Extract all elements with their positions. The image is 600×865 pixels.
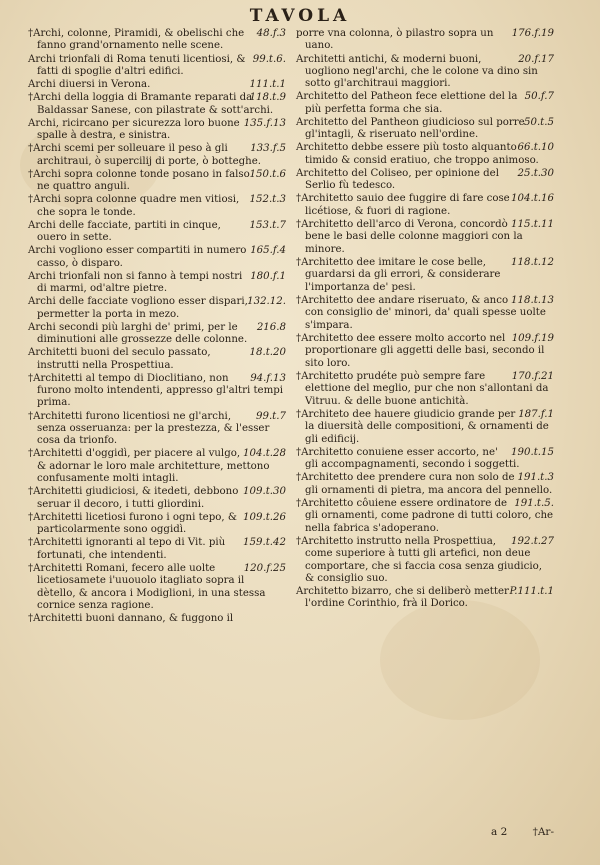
page-reference: 20.f.17 [518,53,554,65]
page-reference: 153.t.7 [249,219,286,231]
index-entry [296,536,554,586]
entry-text: †Archi della loggia di Bramante reparati da Baldassar Sanese, con pilastrate & sott'archi. [28,92,274,116]
entry-text: Archi secondi più larghi de' primi, per le diminutioni alle grossezze delle colonne. [28,321,248,345]
page-reference: 132.12. [247,296,286,308]
entry-text: †Architetto prudéte può sempre fare elettione del meglio, pur che non s'allontani da Vitruu. & delle buone antichità. [296,370,549,407]
entry-text: †Architetto dee essere molto accorto nel proportionare gli aggetti delle basi, secondo il sito loro. [296,332,545,369]
page-reference: 191.t.5. [514,497,554,509]
page-reference: 118.t.12 [511,256,554,268]
entry-text: †Architetti Romani, fecero alle uolte licetiosamete i'uuouolo itagliato sopra il dètello, & ancora i Modiglioni, in una stessa cornice senza ragione. [28,562,266,612]
entry-text: Archi vogliono esser compartiti in numero casso, ò disparo. [28,245,247,269]
index-entry [296,28,554,53]
entry-text: †Architetti furono licentiosi ne gl'archi, senza osseruanza: per la prestezza, & l'esser cosa da trionfo. [28,410,270,447]
page-reference: 118.t.9 [249,92,286,104]
page-reference: 176.f.19 [511,28,554,39]
paper-stain [380,600,540,720]
page-reference: 133.f.5 [250,143,286,155]
entry-text: Architetto del Patheon fece elettione del la più perfetta forma che sia. [296,91,518,115]
entry-text: porre vna colonna, ò pilastro sopra un uano. [296,28,494,52]
index-entry [28,28,286,53]
page-reference: 190.t.15 [511,446,554,458]
page-reference: 25.t.30 [517,167,554,179]
index-entry [28,322,286,347]
page-reference: 18.t.20 [249,347,286,359]
page-reference: 99.t.6. [252,53,286,65]
index-entry [28,79,286,91]
index-entry [28,486,286,511]
page-reference: 48.f.3 [256,28,286,39]
entry-text: †Archi sopra colonne quadre men vitiosi, che sopra le tonde. [28,194,240,218]
index-entry [296,586,554,611]
page-reference: 159.t.42 [243,537,286,549]
entry-text: †Architetti giudiciosi, & itedeti, debbono seruar il decoro, i tutti gliordini. [28,486,239,510]
entry-text: †Architetti ignoranti al tepo di Vit. più fortunati, che intendenti. [28,537,226,561]
entry-text: †Architeto dee hauere giudicio grande per la diuersità delle compositioni, & ornamenti de gli edificij. [296,408,549,445]
entry-text: †Architetti licetiosi furono i ogni tepo, & particolarmente sono oggidì. [28,511,237,536]
page-reference: 50.f.7 [524,91,554,103]
page-reference: 192.t.27 [511,535,554,547]
page-reference: 94.f.13 [250,372,286,384]
entry-text: Archi, ricircano per sicurezza loro buone spalle à destra, e sinistra. [28,117,240,141]
index-entry [296,142,554,167]
page-reference: 109.t.30 [243,486,286,498]
entry-text: Architetto del Coliseo, per opinione del Serlio fù tedesco. [296,167,499,192]
entry-text: Architetto debbe essere più tosto alquanto timido & consid eratiuo, che troppo animoso. [296,142,539,166]
index-entry [296,371,554,408]
signature-mark: a 2 [490,826,508,838]
index-entry [296,91,554,116]
entry-text: Architetto del Pantheon giudicioso sul porre gl'intagli, & riseruato nell'ordine. [296,116,525,141]
index-entry [28,296,286,321]
entry-text: †Archi scemi per solleuare il peso à gli architraui, ò supercilij di porte, ò botteghe. [28,143,261,167]
entry-text: †Architetto dee prendere cura non solo de gli ornamenti di pietra, ma ancora del pennello. [296,472,553,496]
page-reference: 165.f.4 [250,245,286,257]
page-reference: 150.t.6 [249,168,286,180]
index-entry [28,373,286,410]
page-reference: 111.t.1 [249,79,286,90]
page-title: TAVOLA [249,6,351,26]
index-entry [28,347,286,372]
entry-text: Archi delle facciate, partiti in cinque, ouero in sette. [28,219,221,243]
index-entry [28,54,286,79]
page-reference: 109.t.26 [243,511,286,523]
page-reference: 104.t.16 [511,193,554,205]
index-entry [296,54,554,91]
entry-text: †Architetto dee andare riseruato, & anco con consiglio de' minori, da' quali spesse uolte s'impara. [296,294,546,331]
page-reference: 152.t.3 [249,194,286,206]
index-entry [296,498,554,535]
index-entry [28,169,286,194]
entry-text: †Archi, colonne, Piramidi, & obelischi che fanno grand'ornamento nelle scene. [28,28,245,52]
entry-text: †Architetto conuiene esser accorto, ne' gli accompagnamenti, secondo i soggetti. [296,446,520,471]
page-reference: 180.f.1 [250,270,286,282]
page-reference: P.111.t.1 [509,586,554,598]
index-entry [28,118,286,143]
page-reference: 187.f.1 [518,408,554,420]
index-entry [28,271,286,296]
page-reference: 99.t.7 [255,410,286,422]
index-entry [28,537,286,562]
page-footer [296,826,554,838]
page-reference: 118.t.13 [511,294,554,306]
index-entry [296,193,554,218]
page-reference: 50.t.5 [523,116,554,128]
entry-text: †Architetti al tempo di Dioclitiano, non furono molto intendenti, appresso gl'altri tempi prima. [28,372,284,409]
index-entry [28,92,286,117]
index-entry [296,257,554,294]
page-reference: 104.t.28 [243,448,286,460]
index-entry [296,472,554,497]
index-entry [296,168,554,193]
index-entry [296,333,554,370]
index-entry [296,447,554,472]
index-entry [28,220,286,245]
page-reference: 170.f.21 [511,370,554,382]
index-entry [28,448,286,485]
index-entry [28,613,286,625]
entry-text: Archi diuersi in Verona. [28,79,151,90]
entry-text: †Architetto dell'arco di Verona, concordò bene le basi delle colonne maggiori con la minore. [296,218,523,255]
page-reference: 115.t.11 [511,218,554,230]
entry-text: †Architetti d'oggidì, per piacere al vulgo, & adornar le loro male architetture, mettono confusamente molti intagli. [28,448,270,485]
page-reference: 66.t.10 [517,142,554,154]
entry-text: †Archi sopra colonne tonde posano in falso ne quattro anguli. [28,168,250,192]
index-entry [28,143,286,168]
entry-text: Archi trionfali di Roma tenuti licentiosi, & fatti di spoglie d'altri edifici. [28,53,246,77]
index-entry [296,117,554,142]
index-entry [296,219,554,256]
entry-text: †Architetto sauio dee fuggire di fare cose licétiose, & fuori di ragione. [296,193,510,217]
entry-text: †Architetti buoni dannano, & fuggono il [28,613,234,625]
page-reference: 191.t.3 [517,472,554,484]
entry-text: †Architetto dee imitare le cose belle, guardarsi da gli errori, & considerare l'importanza de' pesi. [296,256,501,293]
index-entry [28,512,286,537]
page-reference: 120.f.25 [243,562,286,574]
index-entry [28,411,286,448]
index-entry [28,194,286,219]
index-column-right [296,28,554,612]
page-reference: 109.f.19 [511,332,554,344]
entry-text: Architetto bizarro, che si deliberò metter l'ordine Corinthio, frà il Dorico. [296,586,509,610]
index-column-left [28,28,286,626]
entry-text: †Architetto instrutto nella Prospettiua, come superiore à tutti gli artefici, non deue comportare, che si faccia cosa senza giudicio, & consiglio suo. [296,535,542,584]
catchword: †Ar- [532,826,554,838]
page-reference: 135.f.13 [243,117,286,129]
index-entry [296,295,554,332]
index-entry [296,409,554,446]
entry-text: Architetti antichi, & moderni buoni, uogliono negl'archi, che le colone va dino sin sotto gl'architraui maggiori. [296,53,538,90]
page-reference: 216.8 [256,321,286,333]
entry-text: Architetti buoni del seculo passato, instrutti nella Prospettiua. [28,347,211,371]
entry-text: Archi trionfali non si fanno à tempi nostri di marmi, od'altre pietre. [28,270,243,294]
entry-text: Archi delle facciate vogliono esser dispari, permetter la porta in mezo. [28,296,248,320]
index-entry [28,563,286,613]
index-entry [28,245,286,270]
entry-text: †Architetto côuiene essere ordinatore de gli ornamenti, come padrone di tutti coloro, che nella fabrica s'adoperano. [296,497,554,534]
